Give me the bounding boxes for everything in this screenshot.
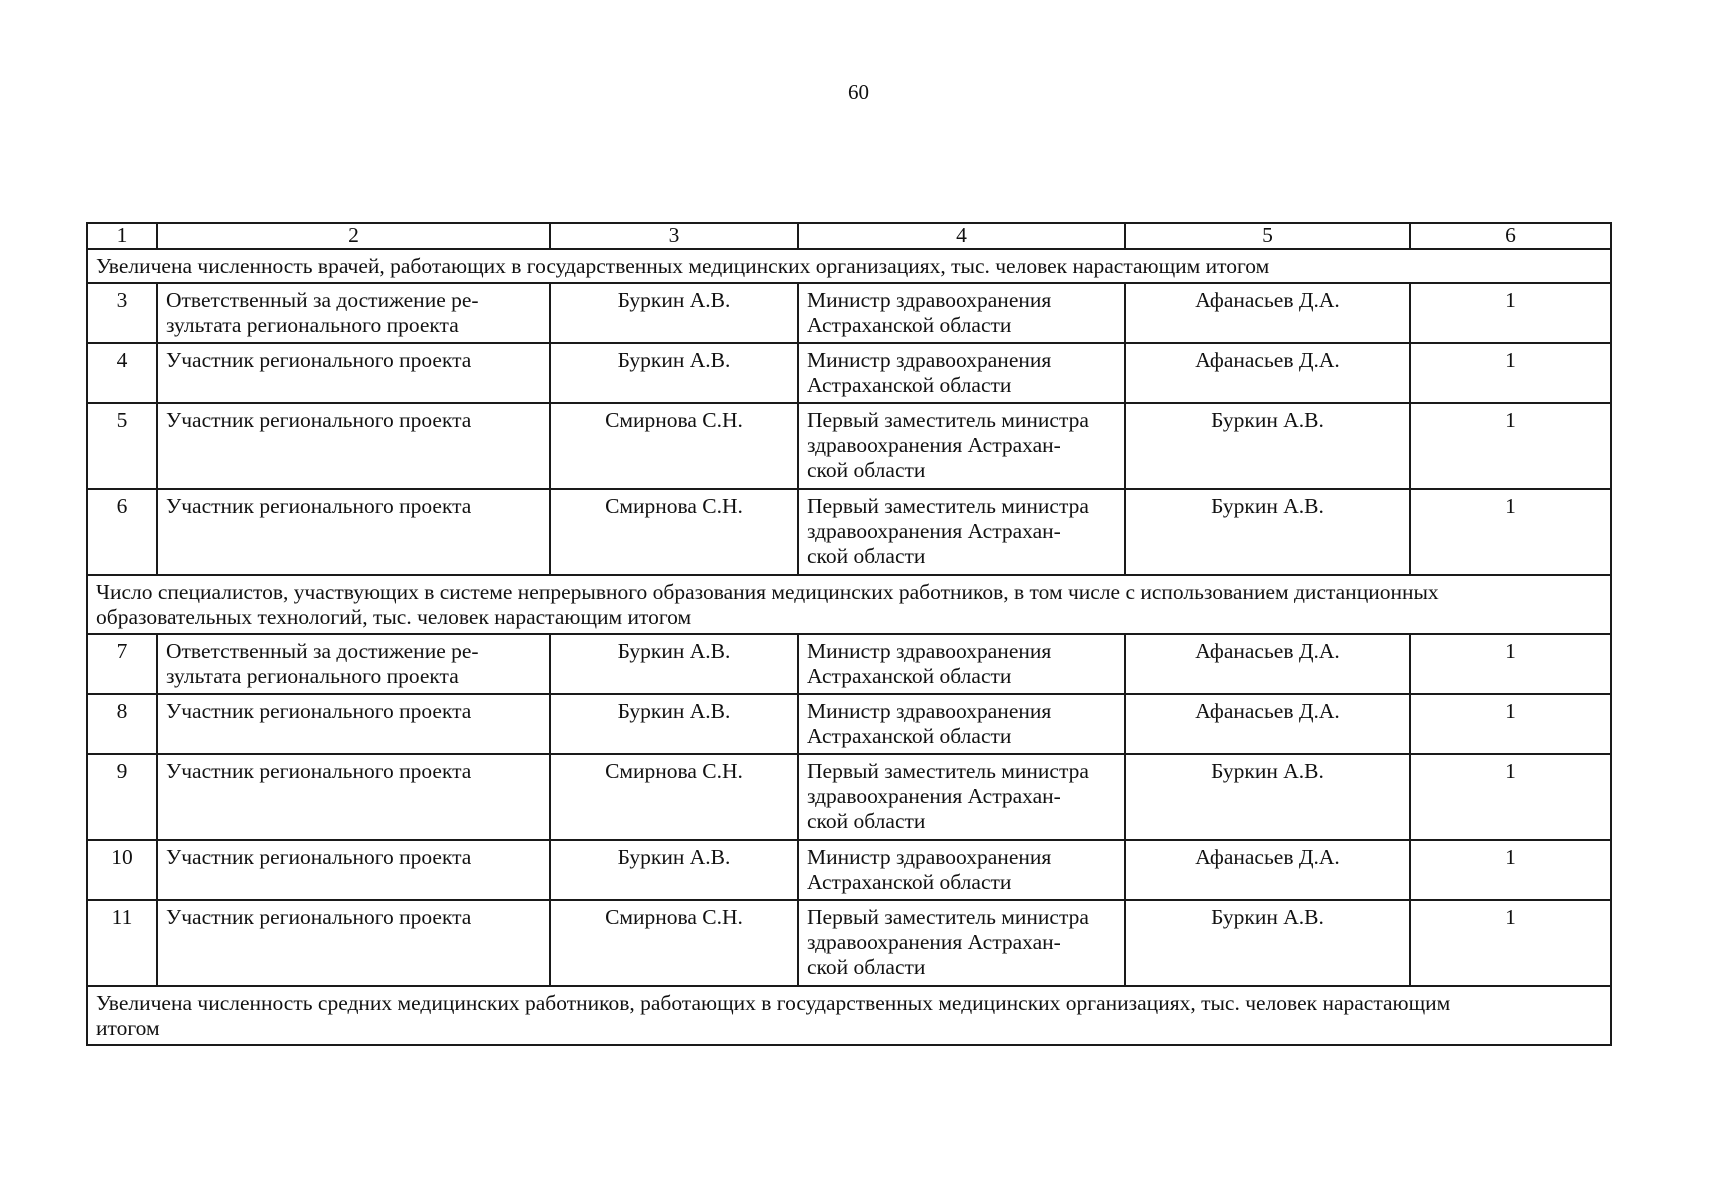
row-role: Участник регионального проекта (157, 694, 550, 754)
row-name: Смирнова С.Н. (550, 900, 798, 986)
table-row (87, 694, 1611, 754)
table-row (87, 283, 1611, 343)
header-cell: 2 (157, 223, 550, 249)
row-position: Первый заместитель министра здравоохранения Астрахан- ской области (798, 754, 1125, 840)
section-title-row (87, 249, 1611, 283)
row-name: Буркин А.В. (550, 343, 798, 403)
row-position: Министр здравоохранения Астраханской области (798, 840, 1125, 900)
section-title: Увеличена численность средних медицинских работников, работающих в государственных медицинских организациях, тыс. человек нарастающим итогом (87, 986, 1611, 1045)
row-value: 1 (1410, 840, 1611, 900)
row-role: Участник регионального проекта (157, 489, 550, 575)
row-number: 9 (87, 754, 157, 840)
row-position: Первый заместитель министра здравоохранения Астрахан- ской области (798, 900, 1125, 986)
table-header-row (87, 223, 1611, 249)
row-value: 1 (1410, 403, 1611, 489)
row-number: 8 (87, 694, 157, 754)
row-supervisor: Буркин А.В. (1125, 489, 1410, 575)
row-number: 7 (87, 634, 157, 694)
row-name: Смирнова С.Н. (550, 489, 798, 575)
row-number: 3 (87, 283, 157, 343)
row-number: 11 (87, 900, 157, 986)
header-cell: 5 (1125, 223, 1410, 249)
table-row (87, 403, 1611, 489)
row-supervisor: Афанасьев Д.А. (1125, 694, 1410, 754)
row-supervisor: Афанасьев Д.А. (1125, 634, 1410, 694)
row-number: 6 (87, 489, 157, 575)
row-supervisor: Афанасьев Д.А. (1125, 840, 1410, 900)
row-position: Министр здравоохранения Астраханской области (798, 283, 1125, 343)
row-value: 1 (1410, 900, 1611, 986)
table-row (87, 634, 1611, 694)
row-number: 4 (87, 343, 157, 403)
row-role: Участник регионального проекта (157, 840, 550, 900)
row-role: Участник регионального проекта (157, 900, 550, 986)
row-value: 1 (1410, 754, 1611, 840)
header-cell: 6 (1410, 223, 1611, 249)
row-name: Смирнова С.Н. (550, 403, 798, 489)
row-name: Буркин А.В. (550, 840, 798, 900)
row-value: 1 (1410, 283, 1611, 343)
responsibility-table (86, 222, 1612, 1046)
section-title: Увеличена численность врачей, работающих в государственных медицинских организациях, тыс. человек нарастающим итогом (87, 249, 1611, 283)
row-value: 1 (1410, 634, 1611, 694)
header-cell: 4 (798, 223, 1125, 249)
row-role: Участник регионального проекта (157, 754, 550, 840)
row-name: Буркин А.В. (550, 634, 798, 694)
row-number: 10 (87, 840, 157, 900)
row-supervisor: Буркин А.В. (1125, 403, 1410, 489)
section-title: Число специалистов, участвующих в системе непрерывного образования медицинских работников, в том числе с использованием дистанционных образовательных технологий, тыс. человек нарастающим итогом (87, 575, 1611, 634)
row-role: Участник регионального проекта (157, 403, 550, 489)
table-row (87, 343, 1611, 403)
row-name: Смирнова С.Н. (550, 754, 798, 840)
row-value: 1 (1410, 694, 1611, 754)
row-position: Первый заместитель министра здравоохранения Астрахан- ской области (798, 489, 1125, 575)
row-position: Министр здравоохранения Астраханской области (798, 343, 1125, 403)
row-supervisor: Буркин А.В. (1125, 900, 1410, 986)
row-supervisor: Афанасьев Д.А. (1125, 343, 1410, 403)
header-cell: 3 (550, 223, 798, 249)
row-value: 1 (1410, 489, 1611, 575)
page-number: 60 (848, 80, 869, 104)
row-role: Ответственный за достижение ре- зультата регионального проекта (157, 634, 550, 694)
row-number: 5 (87, 403, 157, 489)
row-supervisor: Буркин А.В. (1125, 754, 1410, 840)
table-row (87, 489, 1611, 575)
section-title-row (87, 986, 1611, 1045)
row-name: Буркин А.В. (550, 694, 798, 754)
row-position: Министр здравоохранения Астраханской области (798, 634, 1125, 694)
row-role: Ответственный за достижение ре- зультата регионального проекта (157, 283, 550, 343)
table-row (87, 754, 1611, 840)
row-role: Участник регионального проекта (157, 343, 550, 403)
row-position: Первый заместитель министра здравоохранения Астрахан- ской области (798, 403, 1125, 489)
header-cell: 1 (87, 223, 157, 249)
table-row (87, 840, 1611, 900)
row-supervisor: Афанасьев Д.А. (1125, 283, 1410, 343)
row-position: Министр здравоохранения Астраханской области (798, 694, 1125, 754)
row-name: Буркин А.В. (550, 283, 798, 343)
row-value: 1 (1410, 343, 1611, 403)
section-title-row (87, 575, 1611, 634)
table-row (87, 900, 1611, 986)
